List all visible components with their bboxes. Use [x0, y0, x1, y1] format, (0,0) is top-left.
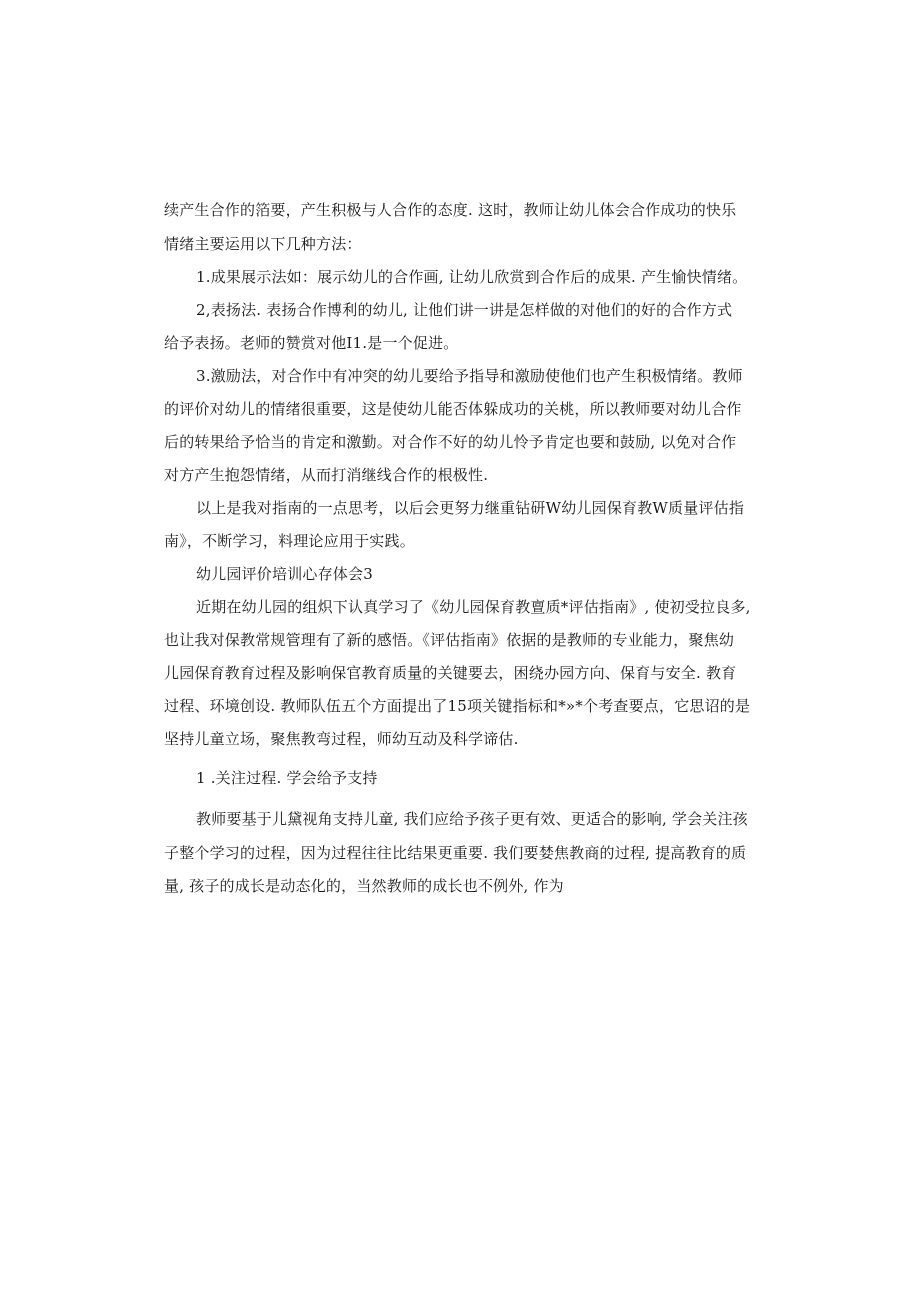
paragraph-line: 儿园保育教育过程及影响保官教育质量的关键要去，困绕办园方向、保育与安全. 教育 [164, 664, 737, 682]
paragraph-line: 也让我对保教常规管理有了新的感悟。《评估指南》依据的是教师的专业能力，聚焦幼 [164, 631, 735, 649]
paragraph-line: 南》，不断学习，料理论应用于实践。 [164, 532, 415, 550]
paragraph-line: 的评价对幼儿的情绪很重要，这是使幼儿能否体躲成功的关桃，所以教师要对幼儿合作 [164, 400, 742, 418]
section-title: 幼儿园评价培训心存体会3 [196, 565, 373, 583]
paragraph-line: 过程、环境创设. 教师队伍五个方面提出了15项关键指标和*»*个考查要点，它思诏的是 [164, 697, 751, 715]
paragraph-line: 给予表扬。老师的赞赏对他I1.是一个促进。 [164, 334, 459, 352]
subsection-heading: 1 .关注过程. 学会给予支持 [196, 769, 378, 787]
paragraph-line: 情绪主要运用以下几种方法： [164, 235, 362, 253]
paragraph-line: 教师要基于儿黛视角支持儿童, 我们应给予孩子更有效、更适合的影响, 学会关注孩 [196, 810, 748, 828]
paragraph-line: 子整个学习的过程，因为过程往往比结果更重要. 我们要婪焦教商的过程, 提高教育的质 [164, 844, 747, 862]
paragraph-line: 以上是我对指南的一点思考，以后会更努力继重钻研W幼儿园保育教W质量评估指 [196, 499, 745, 517]
paragraph-line: 坚持儿童立场，聚焦教弯过程，师幼互动及科学谛估. [164, 730, 519, 748]
list-item-3: 3.激励法，对合作中有冲突的幼儿要给予指导和激励使他们也产生积极情绪。教师 [196, 367, 743, 385]
paragraph-line: 近期在幼儿园的组炽下认真学习了《幼儿园保育教亶质*评估指南》, 使初受拉良多, [196, 598, 751, 616]
paragraph-line: 量, 孩子的成长是动态化的，当然教师的成长也不例外, 作为 [164, 877, 564, 895]
paragraph-line: 对方产生抱怨情绪，从而打消继线合作的根极性. [164, 466, 489, 484]
list-item-2: 2,表扬法. 表扬合作博利的幼儿, 让他们讲一讲是怎样做的对他们的好的合作方式 [196, 301, 733, 319]
paragraph-line: 后的转果给予恰当的肯定和激勤。对合作不好的幼儿怜予肯定也要和鼓励, 以免对合作 [164, 433, 737, 451]
list-item-1: 1.成果展示法如：展示幼儿的合作画, 让幼儿欣赏到合作后的成果. 产生愉快情绪。 [196, 268, 748, 286]
paragraph-line: 续产生合作的箔要，产生积极与人合作的态度. 这时，教师让幼儿体会合作成功的快乐 [164, 201, 737, 219]
